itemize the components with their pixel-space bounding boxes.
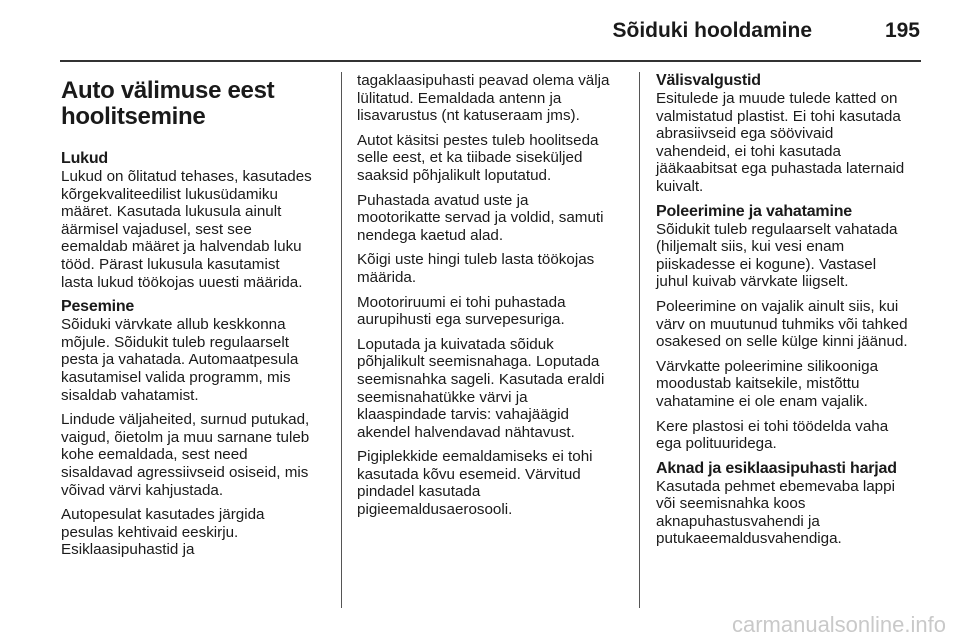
lights-section	[656, 72, 921, 196]
polish-paragraph: Värvkatte poleerimine silikooniga moodustab kaitsekile, mistõttu vahatamine ei ole enam vajalik.	[656, 357, 879, 410]
column-1	[61, 72, 326, 566]
washing-paragraph: Puhastada avatud uste ja mootorikatte servad ja voldid, samuti nendega kaetud alad.	[357, 191, 604, 244]
column-3	[656, 72, 921, 555]
washing-paragraph: Mootoriruumi ei tohi puhastada aurupihusti ega survepesuriga.	[357, 293, 566, 329]
section-title: Auto välimuse eest hoolitsemine	[61, 77, 275, 130]
polish-paragraph: Sõidukit tuleb regulaarselt vahatada (hiljemalt siis, kui vesi enam piiskadesse ei kogune). Vastasel juhul kuivab värvkate liigselt.	[656, 220, 898, 291]
washing-paragraph: tagaklaasipuhasti peavad olema välja lülitatud. Eemaldada antenn ja lisavarustus (nt katuseraam jms).	[357, 72, 610, 125]
watermark: carmanualsonline.info	[731, 612, 946, 637]
polish-paragraph: Poleerimine on vajalik ainult siis, kui värv on muutunud tuhmiks või tahked osakesed on selle külge kinni jäänud.	[656, 297, 908, 351]
column-divider	[341, 72, 342, 608]
column-divider	[639, 72, 640, 608]
wipers-section	[656, 460, 921, 548]
locks-text: Lukud on õlitatud tehases, kasutades kõrgekvaliteedilist lukusüdamiku määret. Kasutada lukusula ainult äärmisel vajadusel, sest see eemaldab määret ja halvendab luku tööd. Pärast lukusula kasutamist lasta lukud töökojas uuesti määrida.	[61, 168, 312, 291]
locks-heading: Lukud	[61, 150, 108, 167]
locks-section	[61, 150, 326, 291]
chapter-title: Sõiduki hooldamine	[612, 19, 812, 42]
polish-section	[656, 203, 921, 453]
washing-section	[61, 298, 326, 559]
washing-paragraph: Sõiduki värvkate allub keskkonna mõjule. Sõidukit tuleb regulaarselt pesta ja vahatada. Automaatpesula kasutamisel valida programm, mis sisaldab vahatamist.	[61, 316, 299, 404]
column-2	[357, 72, 622, 526]
washing-paragraph: Lindude väljaheited, surnud putukad, vaigud, õietolm ja muu sarnane tuleb kohe eemaldada, sest need sisaldavad agressiivseid osiseid, mis võivad värvi kahjustada.	[61, 411, 310, 499]
page-header	[0, 0, 960, 62]
washing-paragraph: Autopesulat kasutades järgida pesulas kehtivaid eeskirju. Esiklaasipuhastid ja	[61, 506, 265, 559]
washing-heading: Pesemine	[61, 298, 135, 316]
lights-heading: Välisvalgustid	[656, 72, 761, 89]
page-number: 195	[884, 19, 920, 42]
washing-paragraph: Loputada ja kuivatada sõiduk põhjalikult seemisnahaga. Loputada seemisnahka sageli. Kasutada eraldi seemisnahatükke värvi ja klaaspindade tarvis: vahajäägid akendel halvendavad nähtavust.	[357, 335, 605, 441]
polish-paragraph: Kere plastosi ei tohi töödelda vaha ega polituuridega.	[656, 417, 889, 453]
header-divider	[60, 60, 921, 62]
polish-heading: Poleerimine ja vahatamine	[656, 202, 852, 220]
washing-paragraph: Pigiplekkide eemaldamiseks ei tohi kasutada kõvu esemeid. Värvitud pindadel kasutada pigieemaldusaerosooli.	[357, 448, 593, 519]
wipers-heading: Aknad ja esiklaasipuhasti harjad	[656, 459, 897, 477]
washing-paragraph: Autot käsitsi pestes tuleb hoolitseda selle eest, et ka tiibade siseküljed saaksid põhjalikult loputatud.	[357, 131, 599, 184]
lights-text: Esitulede ja muude tulede katted on valmistatud plastist. Ei tohi kasutada abrasiivseid ega söövivaid vahendeid, ei tohi kasutada jääkaabitsat ega puhastada laternaid kuivalt.	[656, 90, 905, 195]
washing-paragraph: Kõigi uste hingi tuleb lasta töökojas määrida.	[357, 251, 595, 286]
wipers-text: Kasutada pehmet ebemevaba lappi või seemisnahka koos aknapuhastusvahendi ja putukaeemaldusvahendiga.	[656, 477, 895, 548]
